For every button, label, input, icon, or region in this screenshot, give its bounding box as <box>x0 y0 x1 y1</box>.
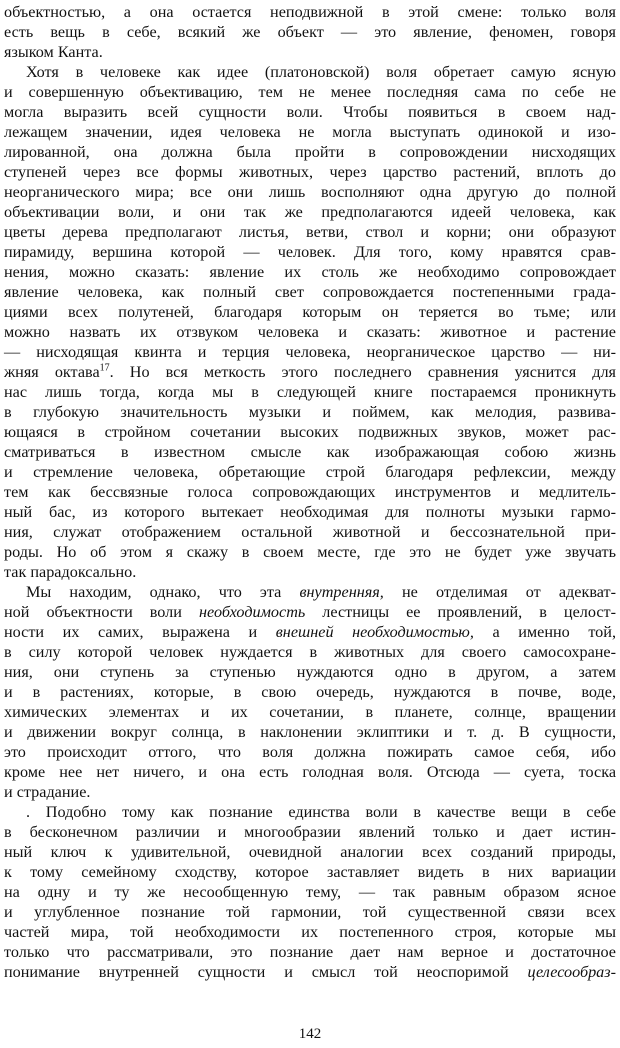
page-number: 142 <box>298 1026 322 1042</box>
italic-text: целесообраз- <box>527 963 616 981</box>
text-line: циями всех полутеней, благодаря которым он теряется во тьме; или <box>4 303 616 321</box>
text-segment: ности их самих, выражена и <box>4 623 276 641</box>
text-line <box>4 602 616 622</box>
text-line <box>4 622 616 642</box>
text-line: языком Канта. <box>4 43 103 61</box>
text-line: на одну и ту же несообщенную тему, — так равным образом ясное <box>4 883 616 901</box>
text-line: можно назвать их отзвуком человека и сказать: животное и растение <box>4 323 616 341</box>
body-text <box>4 2 616 982</box>
text-line: это происходит оттого, что воля должна пожирать самое себя, ибо <box>4 743 616 761</box>
text-line: ный бас, из которого вытекает необходимая для полноты музыки гармо- <box>4 503 616 521</box>
text-segment: Мы находим, однако, что эта <box>26 583 300 601</box>
text-segment: не отделимая от адекват- <box>383 583 616 601</box>
text-line: цветы дерева предполагают листья, ветви, ствол и корни; они образуют <box>4 223 616 241</box>
text-line: ющаяся в стройном сочетании высоких подвижных звуков, может рас- <box>4 423 616 441</box>
italic-text: внутренняя, <box>299 583 384 601</box>
text-segment: ной объектности воли <box>4 603 199 621</box>
text-line: лежащем значении, идея человека не могла выступать одинокой и изо- <box>4 123 616 141</box>
text-line <box>4 362 616 382</box>
text-line: кроме нее нет ничего, и она есть голодная воля. Отсюда — суета, тоска <box>4 763 616 781</box>
text-line: явление человека, как полный свет сопровождается постепенными града- <box>4 283 616 301</box>
text-line: в бесконечном различии и многообразии явлений только и дает истин- <box>4 823 616 841</box>
text-line: и углубленное познание той гармонии, той существенной связи всех <box>4 903 616 921</box>
italic-text: внешней необходимостью, <box>275 623 474 641</box>
text-line: и в растениях, которые, в свою очередь, нуждаются в почве, воде, <box>4 683 616 701</box>
italic-text: необходимость <box>198 603 306 621</box>
text-line: ния, служат отображением остальной животной и бессознательной при- <box>4 523 616 541</box>
text-line: тем как бессвязные голоса сопровождающих инструментов и медлитель- <box>4 483 616 501</box>
text-line: есть вещь в себе, всякий же объект — это явление, феномен, говоря <box>4 23 616 41</box>
text-line: и движении вокруг солнца, в наклонении эклиптики и т. д. В сущности, <box>4 723 616 741</box>
text-line: Хотя в человеке как идее (платоновской) воля обретает самую ясную <box>26 63 616 81</box>
text-line: сматриваться в известном смысле как изображающая собою жизнь <box>4 443 616 461</box>
text-line: и совершенную объективацию, тем не менее последняя сама по себе не <box>4 83 616 101</box>
text-line: — нисходящая квинта и терция человека, неорганическое царство — ни- <box>4 343 616 361</box>
text-line: нас лишь тогда, когда мы в следующей книге постараемся проникнуть <box>4 383 616 401</box>
text-line: ный ключ к удивительной, очевидной аналогии всех созданий природы, <box>4 843 616 861</box>
text-line: ступеней через все формы животных, через царство растений, вплоть до <box>4 163 616 181</box>
text-line: . Подобно тому как познание единства воли в качестве вещи в себе <box>26 803 616 821</box>
text-line: так парадоксально. <box>4 563 137 581</box>
text-line: и стремление человека, обретающие строй благодаря рефлексии, между <box>4 463 616 481</box>
text-segment: жняя октава <box>4 363 100 381</box>
footnote-marker: 17 <box>99 362 110 374</box>
text-line: химических элементах и их сочетании, в планете, солнце, вращении <box>4 703 616 721</box>
text-segment: понимание внутренней сущности и смысл той неоспоримой <box>4 963 528 981</box>
text-line: объектностью, а она остается неподвижной в этой смене: только воля <box>4 3 616 21</box>
text-line: лированной, она должна была пройти в сопровождении нисходящих <box>4 143 616 161</box>
text-line: частей мира, той необходимости их постепенного строя, которые мы <box>4 923 616 941</box>
text-segment: . Но вся меткость этого последнего сравнения уяснится для <box>109 363 617 381</box>
text-line: роды. Но об этом я скажу в своем месте, где это не будет уже звучать <box>4 543 616 561</box>
text-line: могла выразить всей сущности воли. Чтобы появиться в своем над- <box>4 103 616 121</box>
text-line: неорганического мира; все они лишь восполняют одна другую до полной <box>4 183 616 201</box>
text-line: и страдание. <box>4 783 91 801</box>
text-segment: а именно той, <box>473 623 616 641</box>
text-segment: лестницы ее проявлений, в целост- <box>305 603 616 621</box>
text-line: нения, можно сказать: явление их столь же необходимо сопровождает <box>4 263 616 281</box>
text-line: пирамиду, вершина которой — человек. Для того, кому нравятся срав- <box>4 243 616 261</box>
text-line: объективации воли, и они так же предполагаются идеей человека, как <box>4 203 616 221</box>
text-line: только что рассматривали, это познание дает нам верное и достаточное <box>4 943 616 961</box>
text-line <box>4 582 616 602</box>
text-line: ния, они ступень за ступенью нуждаются одно в другом, а затем <box>4 663 616 681</box>
text-line: в глубокую значительность музыки и поймем, как мелодия, развива- <box>4 403 616 421</box>
text-line: в силу которой человек нуждается в животных для своего самосохране- <box>4 643 616 661</box>
text-line <box>4 962 616 982</box>
text-line: к тому семейному сходству, которое заставляет видеть в них вариации <box>4 863 616 881</box>
